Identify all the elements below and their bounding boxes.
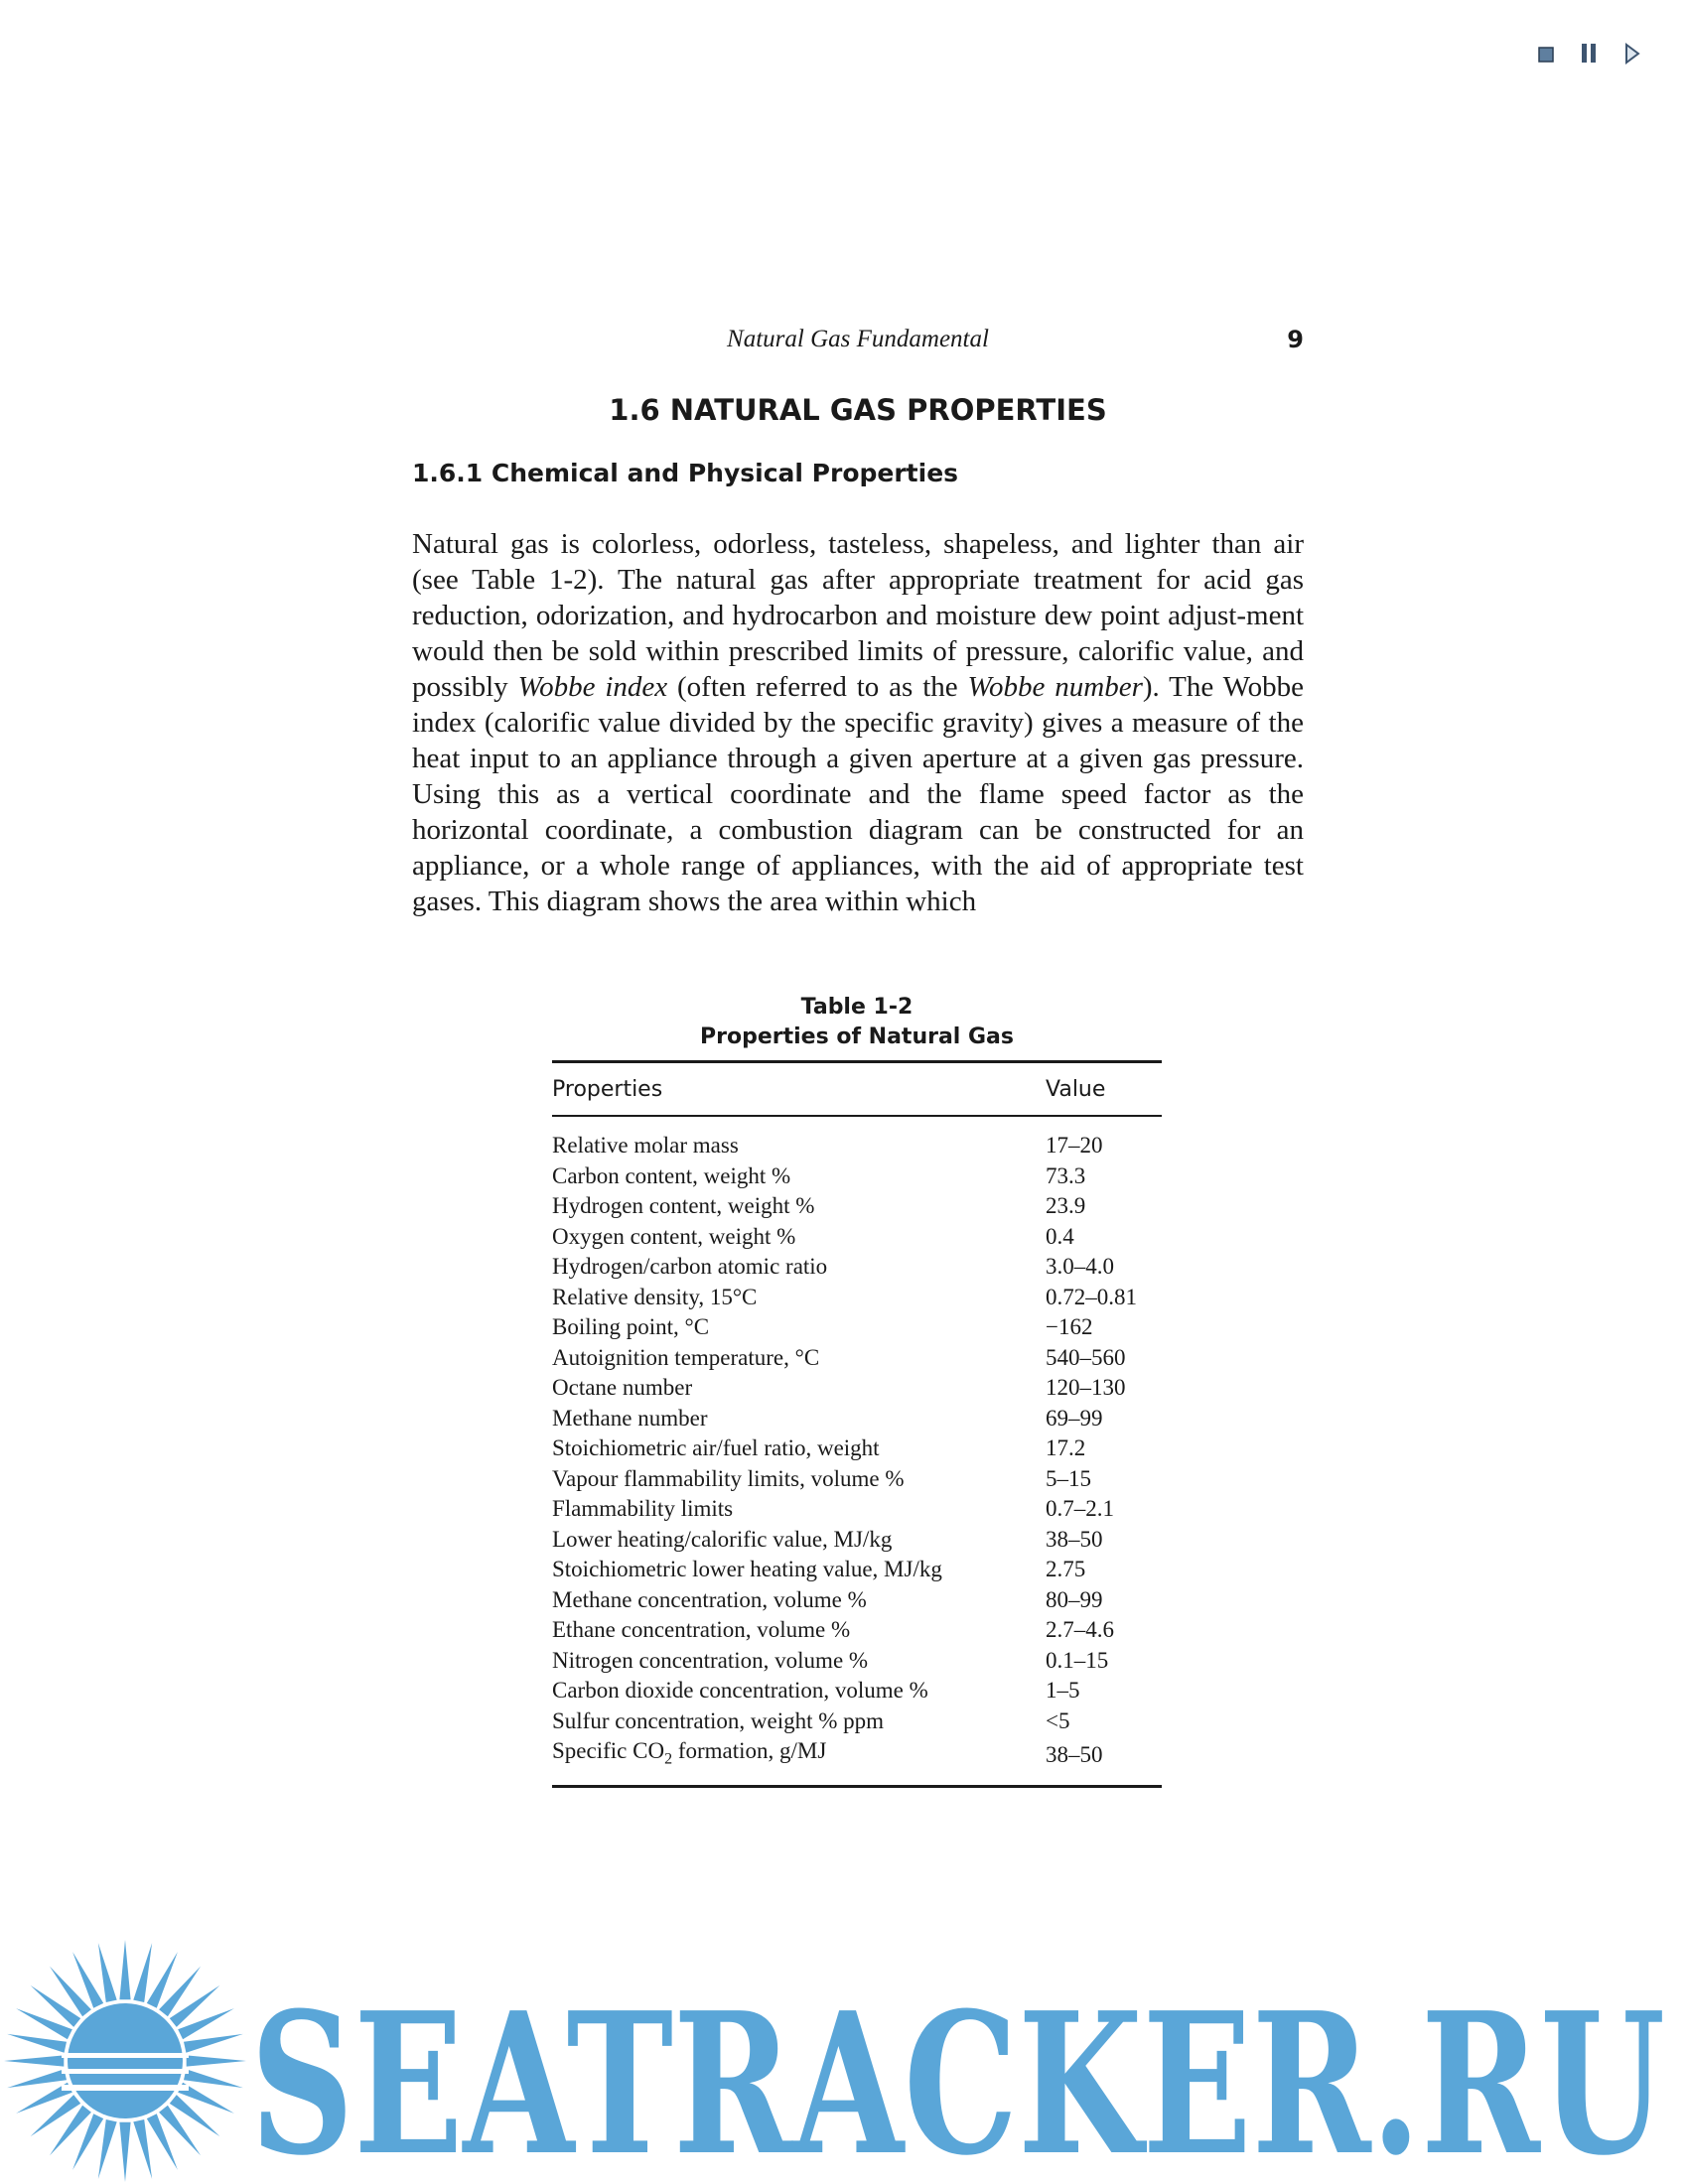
value-cell: 0.72–0.81 [1046,1284,1137,1309]
play-icon [1626,45,1638,63]
property-cell: Carbon dioxide concentration, volume % [552,1678,928,1703]
column-header-value: Value [1046,1062,1162,1117]
watermark [0,1934,1688,2184]
sun-ray [184,2034,243,2053]
sun-ray [184,2069,243,2088]
table-body [552,1116,1162,1787]
table-row [552,1525,1162,1556]
sun-ray [4,2055,64,2066]
watermark-text: SEATRACKER.RU [250,1971,1665,2184]
value-cell: −162 [1046,1314,1093,1339]
property-cell: Specific $CO_2$ formation, g/MJ [552,1738,827,1768]
property-cell: Lower heating/calorific value, MJ/kg [552,1526,893,1552]
sun-ray [119,2122,130,2182]
value-cell: 2.7–4.6 [1046,1617,1114,1642]
sun-ray [187,2055,246,2066]
value-cell: 5–15 [1046,1465,1091,1491]
value-cell: 2.75 [1046,1557,1086,1581]
property-cell: Relative molar mass [552,1133,739,1158]
property-cell: Autoignition temperature, °C [552,1344,820,1370]
property-cell: Boiling point, °C [552,1314,710,1339]
properties-table [552,1060,1162,1788]
value-cell: 17–20 [1046,1133,1103,1158]
sun-ray [98,2119,117,2179]
table-caption [552,993,1162,1052]
properties-table-block [552,993,1162,1788]
property-cell: Nitrogen concentration, volume % [552,1647,869,1673]
property-cell: Vapour flammability limits, volume % [552,1465,905,1491]
table-row [552,1706,1162,1737]
value-cell: 0.4 [1046,1223,1074,1249]
pause-button[interactable] [1579,42,1601,66]
wobbe-index-term: Wobbe index [517,671,668,703]
body-paragraph [412,526,1304,919]
table-row [552,1116,1162,1161]
play-button[interactable] [1622,42,1642,66]
property-cell: Ethane concentration, volume % [552,1617,851,1642]
running-title: Natural Gas Fundamental [727,326,989,352]
running-head [412,320,1304,359]
stop-button[interactable] [1537,44,1557,64]
sun-ray [7,2034,67,2053]
table-row [552,1433,1162,1464]
table-row [552,1585,1162,1616]
body-text-segment: (often referred to as the [667,671,968,703]
sun-ray [133,1943,152,2002]
sun-ray [98,1943,117,2002]
value-cell: 38–50 [1046,1526,1103,1552]
property-cell: Carbon content, weight % [552,1162,791,1188]
value-cell: 3.0–4.0 [1046,1254,1114,1279]
property-cell: Hydrogen/carbon atomic ratio [552,1254,828,1279]
table-row [552,1404,1162,1434]
property-cell: Methane concentration, volume % [552,1586,867,1612]
value-cell: 1–5 [1046,1678,1080,1703]
value-cell: <5 [1046,1707,1070,1733]
value-cell: 73.3 [1046,1162,1086,1188]
property-cell: Oxygen content, weight % [552,1223,796,1249]
subsection-title: 1.6.1 Chemical and Physical Properties [412,459,959,487]
table-row [552,1555,1162,1585]
page-number: 9 [1287,326,1304,353]
table-row [552,1494,1162,1525]
value-cell: 80–99 [1046,1586,1103,1612]
property-cell: Sulfur concentration, weight % ppm [552,1707,885,1733]
viewer-controls [1537,42,1664,66]
table-row [552,1222,1162,1253]
body-text-segment: Natural gas is colorless, odorless, tasteless, shapeless, and lighter than air (see Table 1-2). The natural gas after appropriate treatment for acid gas reduction, odorization, and hydrocarbon and moisture dew point adjust-ment would then be sold within prescribed limits of pressure, calorific value, and possibly [412,528,1304,703]
sun-icon [4,1940,246,2182]
value-cell: 0.7–2.1 [1046,1496,1114,1521]
table-row [552,1283,1162,1313]
value-cell: 23.9 [1046,1193,1086,1218]
wobbe-number-term: Wobbe number [967,671,1143,703]
column-header-properties: Properties [552,1062,1046,1117]
property-cell: Flammability limits [552,1496,734,1521]
property-cell: Octane number [552,1375,693,1400]
property-cell: Stoichiometric lower heating value, MJ/kg [552,1557,942,1581]
table-row [552,1252,1162,1283]
table-row [552,1736,1162,1787]
property-cell: Hydrogen content, weight % [552,1193,815,1218]
value-cell: 540–560 [1046,1344,1126,1370]
sun-ray [133,2119,152,2179]
sun-ray [7,2069,67,2088]
property-cell: Relative density, 15°C [552,1284,758,1309]
value-cell: 120–130 [1046,1375,1126,1400]
value-cell: 69–99 [1046,1405,1103,1431]
table-header-row [552,1062,1162,1117]
table-row [552,1646,1162,1677]
value-cell: 17.2 [1046,1435,1086,1460]
table-row [552,1343,1162,1374]
table-row [552,1312,1162,1343]
sun-ray [119,1940,130,1999]
property-cell: Methane number [552,1405,708,1431]
table-label: Table 1-2 [800,995,914,1020]
table-row [552,1676,1162,1706]
body-text-segment: ). The Wobbe index (calorific value divided by the specific gravity) gives a measure of the heat input to an appliance through a given aperture at a given gas pressure. Using this as a vertical coordinate and the flame speed factor as the horizontal coordinate, a combustion diagram can be constructed for an appliance, or a whole range of appliances, with the aid of appropriate test gases. This diagram shows the area within which [412,671,1305,917]
table-row [552,1161,1162,1192]
table-title: Properties of Natural Gas [699,1024,1014,1049]
table-row [552,1373,1162,1404]
pause-icon [1582,44,1596,63]
table-row [552,1464,1162,1495]
value-cell: 38–50 [1046,1742,1103,1768]
section-title: 1.6 NATURAL GAS PROPERTIES [609,393,1107,427]
value-cell: 0.1–15 [1046,1647,1109,1673]
table-row [552,1191,1162,1222]
stop-icon [1539,48,1553,62]
table-row [552,1615,1162,1646]
property-cell: Stoichiometric air/fuel ratio, weight [552,1435,880,1460]
